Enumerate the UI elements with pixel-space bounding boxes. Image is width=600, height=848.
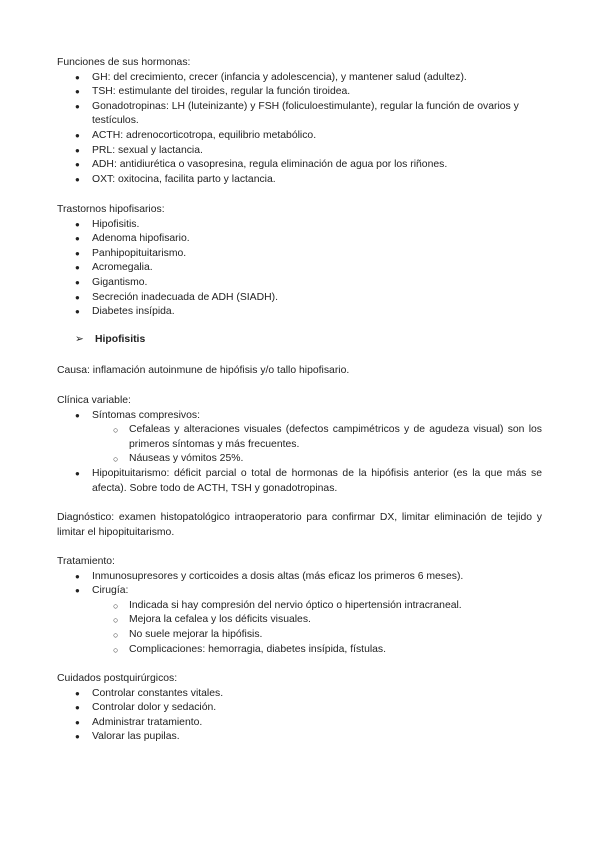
clinical-list [57,409,542,497]
diagnosis-paragraph [57,511,542,540]
list-item: ● Hipofisitis. [57,218,542,233]
section-heading: Cuidados postquirúrgicos: [57,673,178,684]
arrow-bullet-icon: ➢ [75,334,84,345]
list-item: ● Acromegalia. [57,261,542,276]
list-item: ● Cirugía: [57,584,542,599]
section-heading: Clínica variable: [57,395,131,406]
postop-care-section [57,672,542,745]
list-item: ● Adenoma hipofisario. [57,232,542,247]
list-item: ● Panhipopituitarismo. [57,247,542,262]
list-item: ● PRL: sexual y lactancia. [57,144,542,159]
list-item: ● Controlar constantes vitales. [57,687,542,702]
sub-list-item: ○ Complicaciones: hemorragia, diabetes insípida, fístulas. [57,643,542,658]
pituitary-disorders-section [57,203,542,320]
nausea-text: Náuseas y vómitos 25%. [129,453,244,465]
list-item: ● ACTH: adrenocorticotropa, equilibrio metabólico. [57,129,542,144]
list-item: ● GH: del crecimiento, crecer (infancia y adolescencia), y mantener salud (adultez). [57,71,542,86]
sub-list-item: ○ No suele mejorar la hipófisis. [57,628,542,643]
list-item: ● TSH: estimulante del tiroides, regular la función tiroidea. [57,85,542,100]
sub-list-item [57,452,542,467]
clinical-section [57,394,542,496]
list-item: ● Hipopituitarismo: déficit parcial o total de hormonas de la hipófisis anterior (es la que más se afecta). Sobre todo de ACTH, TSH y gonadotropinas. [57,467,542,496]
postop-list [57,687,542,745]
sub-list-item: ○ Mejora la cefalea y los déficits visuales. [57,613,542,628]
list-item: ● Síntomas compresivos: [57,409,542,424]
list-item: ● Inmunosupresores y corticoides a dosis altas (más eficaz los primeros 6 meses). [57,570,542,585]
list-item: ● Diabetes insípida. [57,305,542,320]
treatment-list [57,570,542,658]
list-item: ● Administrar tratamiento. [57,716,542,731]
disorders-list [57,218,542,320]
sub-list-item: ○ Indicada si hay compresión del nervio óptico o hipertensión intracraneal. [57,599,542,614]
sub-list-item: ○ Cefaleas y alteraciones visuales (defectos campimétricos y de agudeza visual) son los primeros síntomas y más frecuentes. [57,423,542,452]
title-text: Hipofisitis [95,334,146,345]
list-item: ● OXT: oxitocina, facilita parto y lactancia. [57,173,542,188]
treatment-section [57,555,542,657]
list-item: ● Gonadotropinas: LH (luteinizante) y FSH (foliculoestimulante), regular la función de ovarios y testículos. [57,100,542,129]
cause-text: Causa: inflamación autoinmune de hipófisis y/o tallo hipofisario. [57,365,350,376]
section-heading: Funciones de sus hormonas: [57,57,191,68]
section-heading: Trastornos hipofisarios: [57,204,165,215]
hipofisitis-title [75,333,145,348]
cause-paragraph [57,364,542,379]
list-item: ● ADH: antidiurética o vasopresina, regula eliminación de agua por los riñones. [57,158,542,173]
list-item: ● Secreción inadecuada de ADH (SIADH). [57,291,542,306]
hormone-functions-list [57,71,542,188]
diagnosis-text: Diagnóstico: examen histopatológico intraoperatorio para confirmar DX, limitar eliminación de tejido y limitar el hipopituitarismo. [57,512,542,538]
section-heading: Tratamiento: [57,556,115,567]
hormone-functions-section [57,56,542,187]
list-item: ● Valorar las pupilas. [57,730,542,745]
list-item: ● Controlar dolor y sedación. [57,701,542,716]
list-item: ● Gigantismo. [57,276,542,291]
